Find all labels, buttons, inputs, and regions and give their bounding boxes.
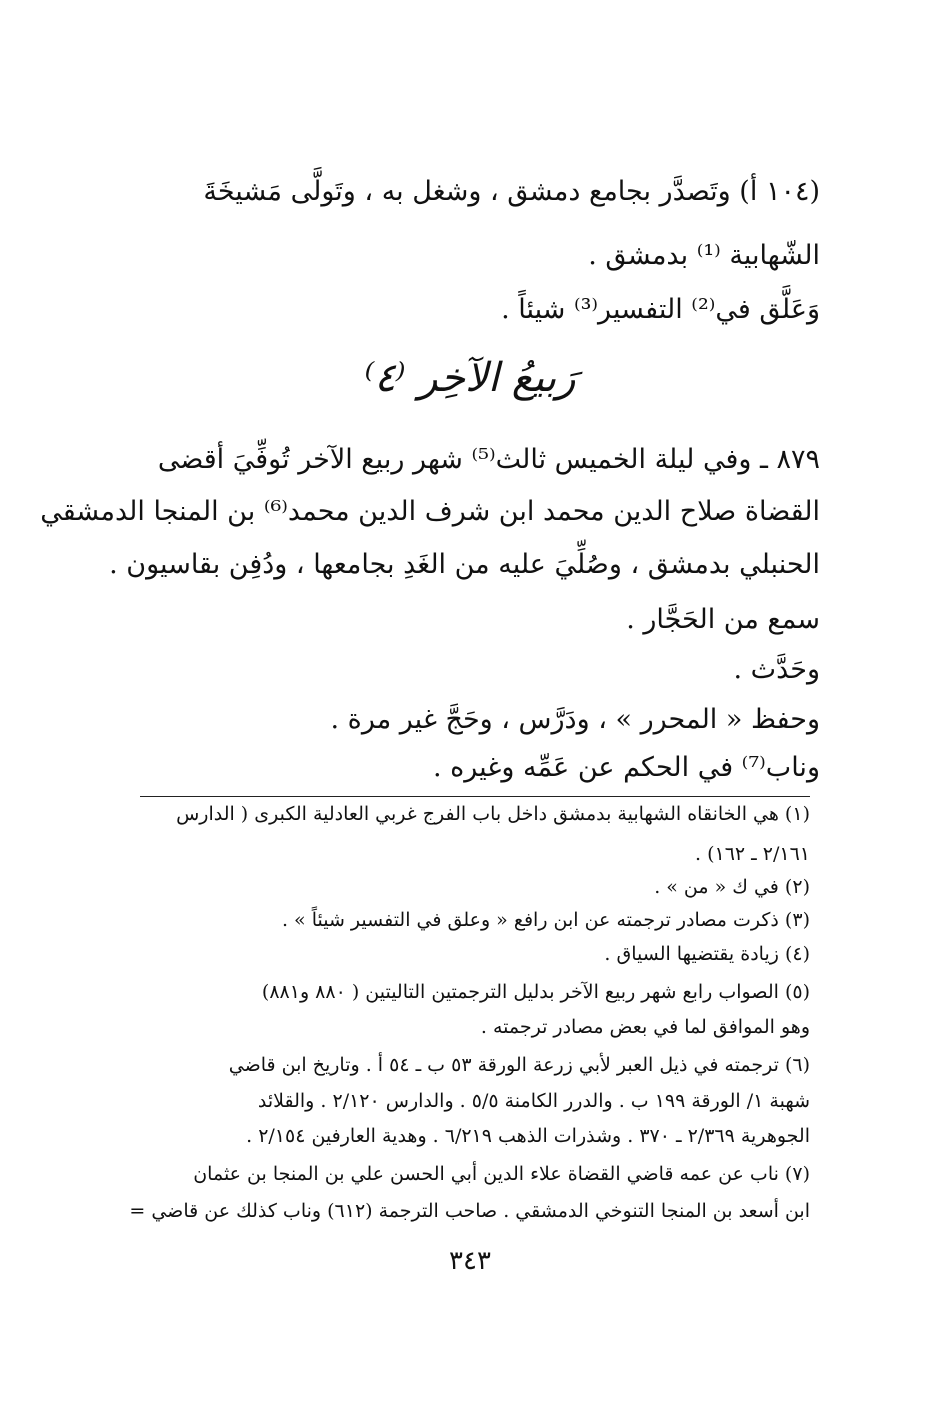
footnote-line-6: (٥) الصواب رابع شهر ربيع الآخر بدليل الترجمتين التاليتين ( ٨٨٠ و٨٨١) [261, 981, 810, 1003]
body-line-5: القضاة صلاح الدين محمد ابن شرف الدين محمد⁽⁶⁾ بن المنجا الدمشقي [40, 496, 820, 527]
body-line-6: الحنبلي بدمشق ، وصُلِّيَ عليه من الغَدِ بجامعها ، ودُفِن بقاسيون . [109, 549, 820, 580]
footnote-line-12: ابن أسعد بن المنجا التنوخي الدمشقي . صاحب الترجمة (٦١٢) وناب كذلك عن قاضي = [129, 1200, 810, 1222]
page-number: ٣٤٣ [449, 1246, 491, 1276]
footnote-line-8: (٦) ترجمته في ذيل العبر لأبي زرعة الورقة ٥٣ ب ـ ٥٤ أ . وتاريخ ابن قاضي [228, 1054, 810, 1076]
body-line-4: ٨٧٩ ـ وفي ليلة الخميس ثالث⁽⁵⁾ شهر ربيع الآخر تُوفِّيَ أقضى [157, 444, 820, 475]
footnote-separator [140, 796, 810, 797]
body-line-1: (١٠٤ أ) وتَصدَّر بجامع دمشق ، وشغل به ، وتَولَّى مَشيخَةَ [203, 176, 820, 207]
footnote-line-11: (٧) ناب عن عمه قاضي القضاة علاء الدين أبي الحسن علي بن المنجا بن عثمان [193, 1163, 810, 1185]
body-line-7: سمع من الحَجَّار . [626, 604, 820, 635]
body-line-9: وحفظ « المحرر » ، ودَرَّس ، وحَجَّ غير مرة . [330, 704, 820, 735]
footnote-line-7: وهو الموافق لما في بعض مصادر ترجمته . [480, 1016, 810, 1038]
footnote-line-1: (١) هي الخانقاه الشهابية بدمشق داخل باب الفرج غربي العادلية الكبرى ( الدارس [176, 803, 810, 825]
body-line-10: وناب⁽⁷⁾ في الحكم عن عَمِّه وغيره . [432, 752, 820, 783]
footnote-line-3: (٢) في ك « من » . [654, 876, 810, 898]
footnote-line-10: الجوهرية ٢/٣٦٩ ـ ٣٧٠ . وشذرات الذهب ٦/٢١٩ . وهدية العارفين ٢/١٥٤ . [246, 1125, 810, 1147]
body-line-8: وحَدَّث . [733, 654, 820, 685]
footnote-line-5: (٤) زيادة يقتضيها السياق . [604, 943, 810, 965]
footnote-line-4: (٣) ذكرت مصادر ترجمته عن ابن رافع « وعلق في التفسير شيئاً » . [281, 909, 810, 931]
footnote-line-2: ٢/١٦١ ـ ١٦٢) . [694, 843, 810, 865]
footnote-line-9: شهبة ١/ الورقة ١٩٩ ب . والدرر الكامنة ٥/٥ . والدارس ٢/١٢٠ . والقلائد [257, 1090, 810, 1112]
body-line-2: الشّهابية ⁽¹⁾ بدمشق . [588, 240, 820, 271]
body-line-3: وَعَلَّق في⁽²⁾ التفسير⁽³⁾ شيئاً . [501, 294, 820, 325]
section-heading: رَبيعُ الآخِر ⁽٤⁾ [364, 355, 576, 401]
